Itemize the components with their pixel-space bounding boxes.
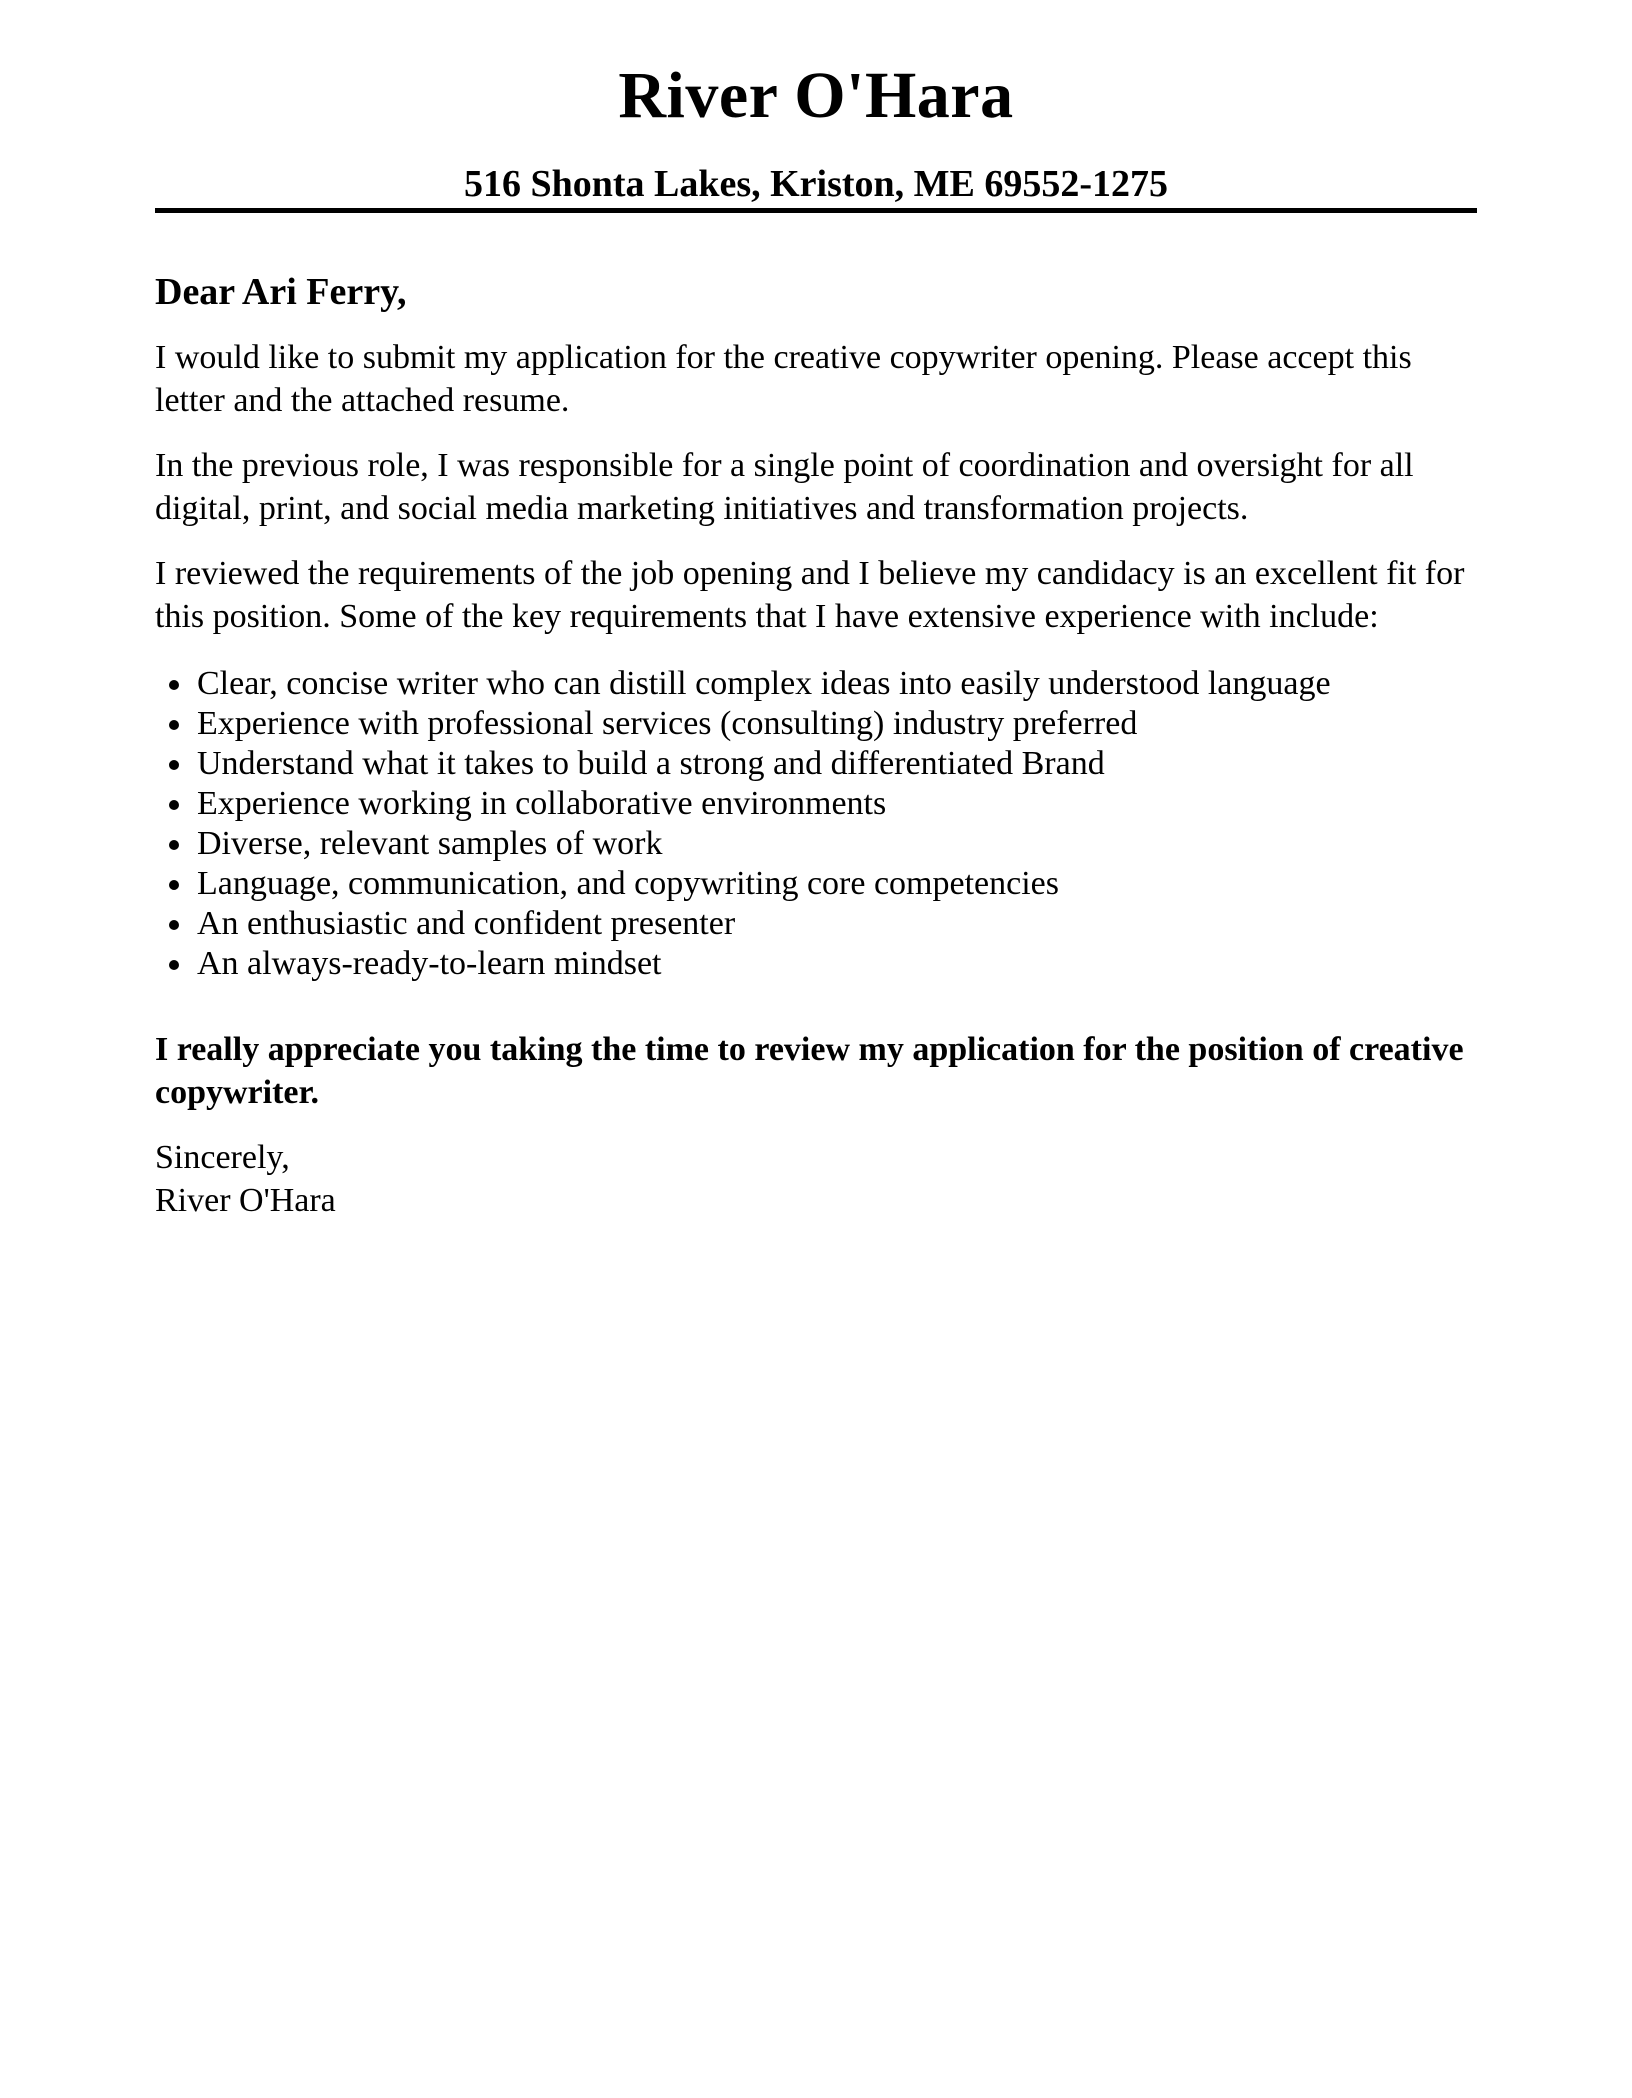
list-item: • An enthusiastic and confident presenter	[195, 904, 1477, 944]
header-divider	[155, 208, 1477, 213]
paragraph-requirements-intro: I reviewed the requirements of the job opening and I believe my candidacy is an excellent fit for this position. Some of the key requirements that I have extensive experience with include:	[155, 555, 1465, 635]
paragraph-application: I would like to submit my application for the creative copywriter opening. Please accept this letter and the attached resume.	[155, 339, 1412, 419]
signature-name: River O'Hara	[155, 1182, 336, 1219]
signoff: Sincerely,	[155, 1139, 290, 1176]
list-item: • Experience working in collaborative environments	[195, 784, 1477, 824]
list-item: • Clear, concise writer who can distill complex ideas into easily understood language	[195, 664, 1477, 704]
paragraph-previous-role: In the previous role, I was responsible for a single point of coordination and oversight for all digital, print, and social media marketing initiatives and transformation projects.	[155, 447, 1414, 527]
contact-address: 516 Shonta Lakes, Kriston, ME 69552-1275	[463, 163, 1169, 205]
list-item: • Language, communication, and copywriting core competencies	[195, 864, 1477, 904]
list-item: • Experience with professional services (consulting) industry preferred	[195, 704, 1477, 744]
list-item: • An always-ready-to-learn mindset	[195, 944, 1477, 984]
letter-header	[155, 59, 1477, 213]
closing-emphasis: I really appreciate you taking the time to review my application for the position of creative copywriter.	[155, 1031, 1464, 1111]
page-title: River O'Hara	[618, 59, 1014, 132]
list-item: • Diverse, relevant samples of work	[195, 824, 1477, 864]
salutation: Dear Ari Ferry,	[155, 271, 407, 313]
letter-body	[155, 271, 1477, 1222]
list-item: • Understand what it takes to build a strong and differentiated Brand	[195, 744, 1477, 784]
requirements-list	[155, 664, 1477, 984]
signature-block	[155, 1136, 1477, 1222]
